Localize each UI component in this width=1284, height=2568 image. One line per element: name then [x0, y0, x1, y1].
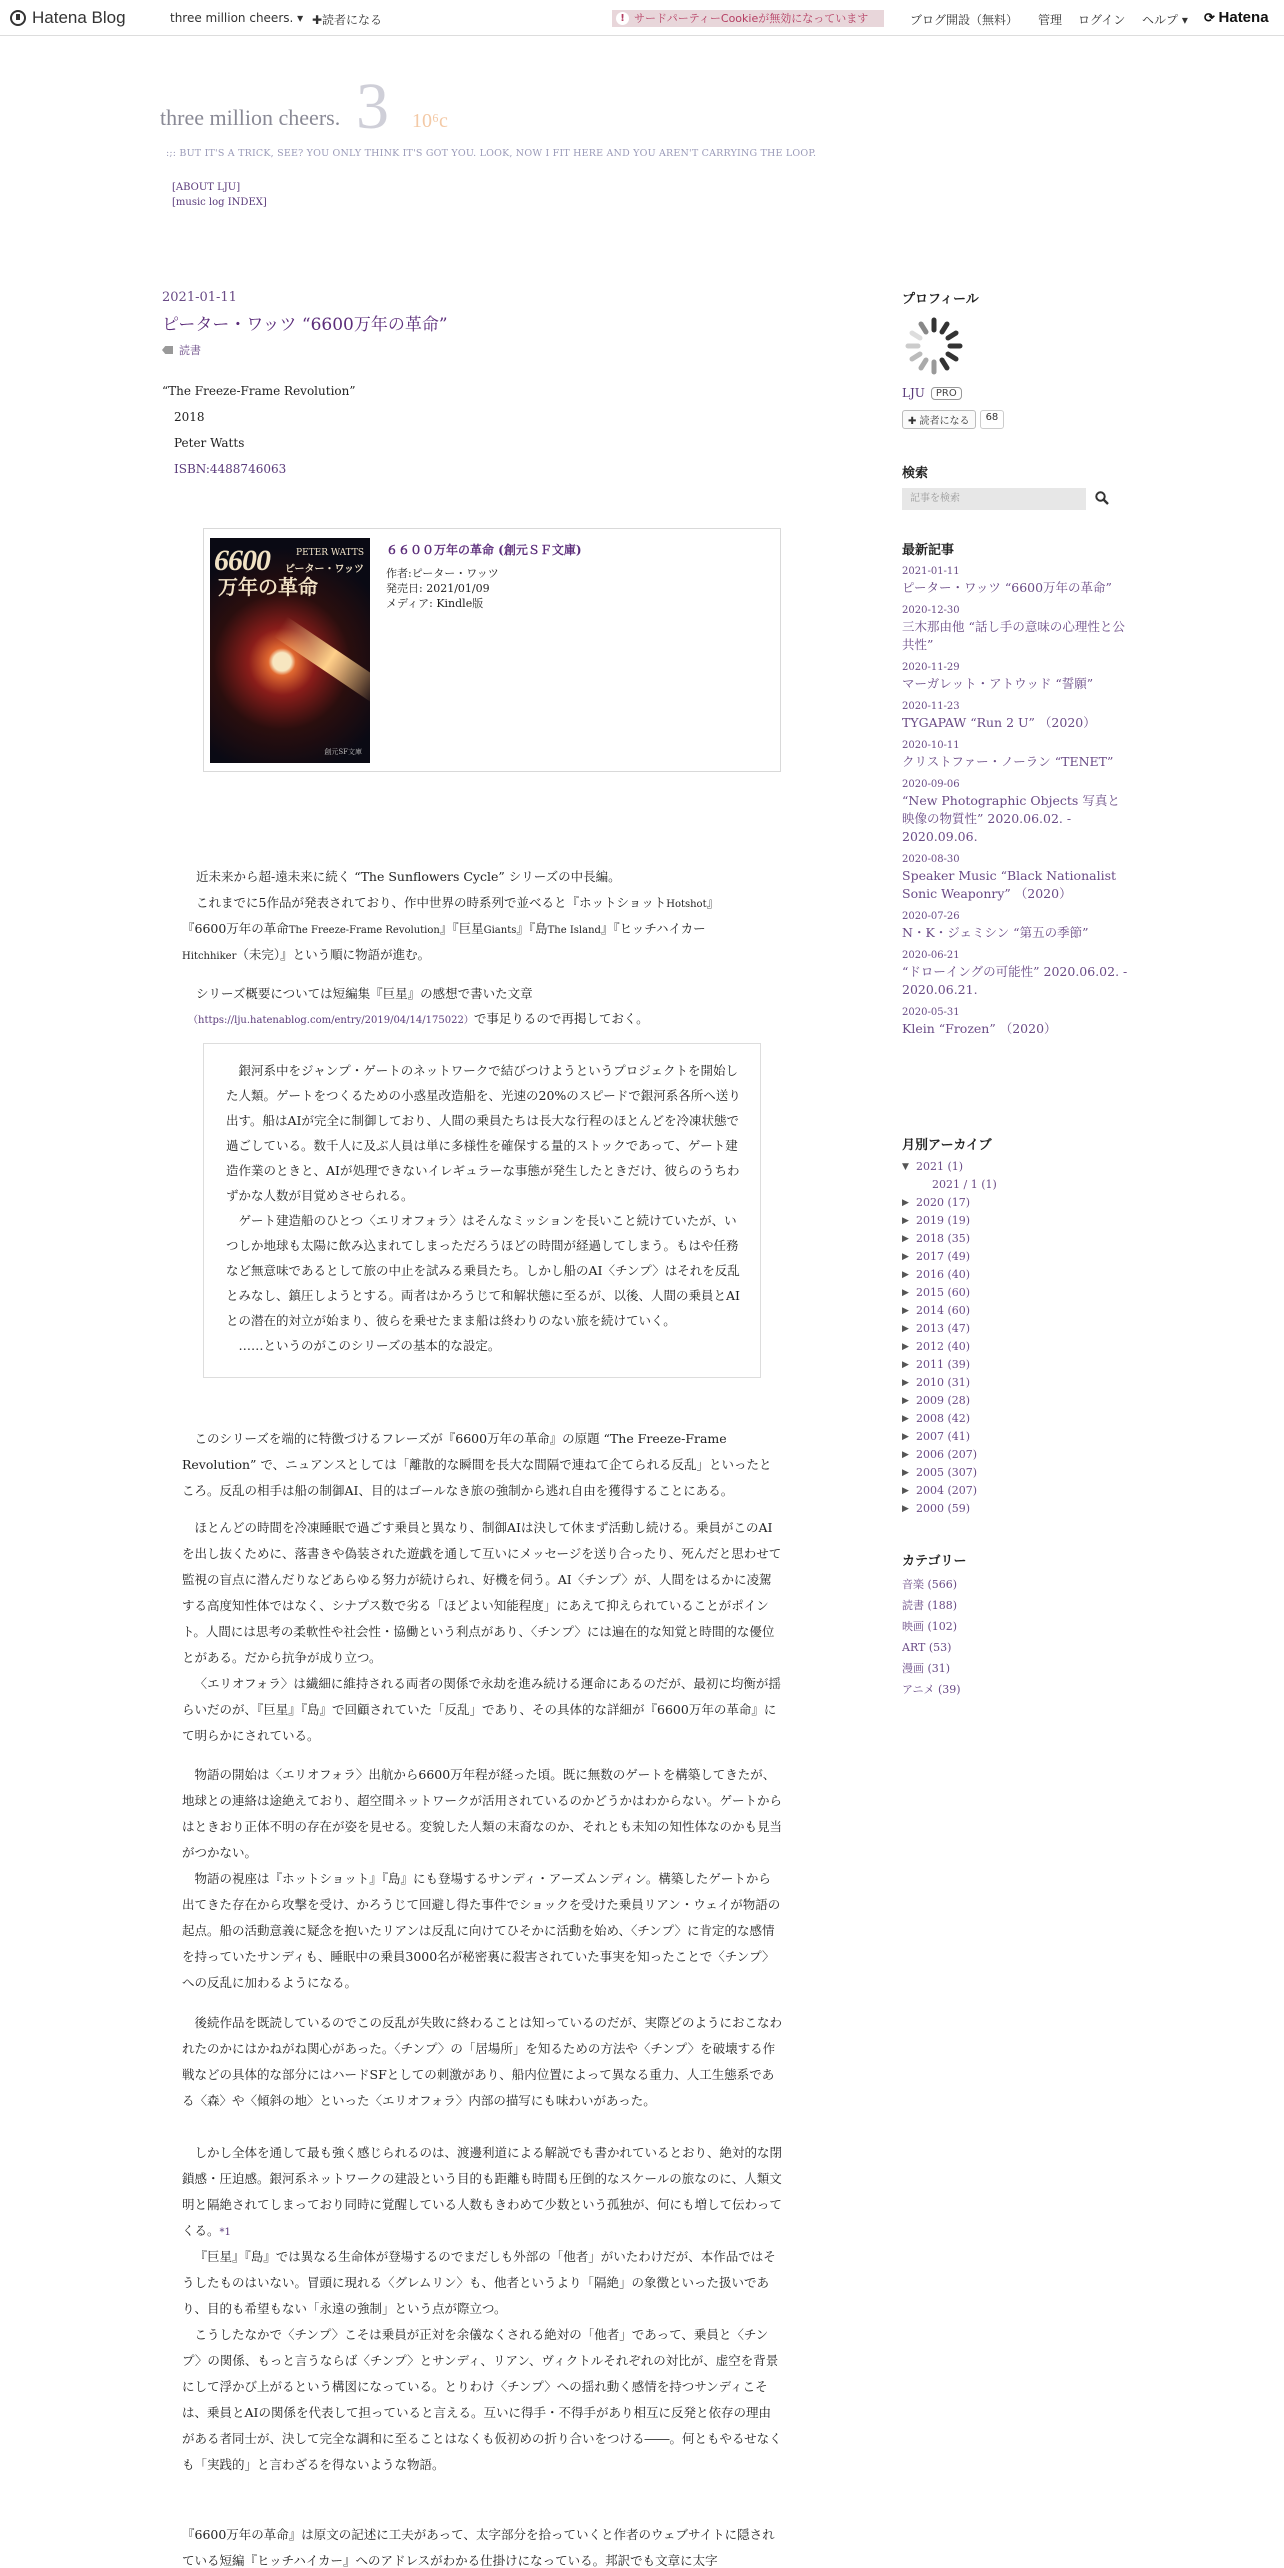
header-links: [172, 180, 267, 210]
expand-right-icon: ▶: [902, 1216, 909, 1226]
recent-entry[interactable]: [902, 949, 1132, 999]
bibliography: [162, 378, 356, 482]
paragraph: Hitchhiker（未完）』という順に物語が進む。: [182, 947, 431, 962]
search-icon[interactable]: [1094, 490, 1110, 506]
hatena-logo[interactable]: ⟳ Hatena: [1204, 9, 1269, 26]
category-link[interactable]: 音楽 (566): [902, 1578, 958, 1591]
footnote-link[interactable]: *1: [219, 2227, 231, 2238]
recent-entry[interactable]: [902, 1006, 1132, 1038]
hatena-blog-logo-icon: [10, 10, 26, 26]
paragraph: シリーズ概要については短編集『巨星』の感想で書いた文章: [196, 986, 533, 1001]
archive-year[interactable]: ▶ 2016 (40): [902, 1266, 997, 1284]
recent-entry-date: 2021-01-11: [902, 566, 960, 577]
recent-entry[interactable]: [902, 700, 1132, 732]
book-info: [386, 543, 582, 611]
expand-right-icon: ▶: [902, 1396, 909, 1406]
expand-right-icon: ▶: [902, 1504, 909, 1514]
archive-list: [902, 1158, 997, 1518]
subscribe-link[interactable]: ✚読者になる: [312, 13, 383, 27]
archive-year[interactable]: ▶ 2008 (42): [902, 1410, 997, 1428]
recent-entry-date: 2020-07-26: [902, 911, 960, 922]
about-link[interactable]: [ABOUT LJU]: [172, 182, 241, 193]
hatena-blog-logo[interactable]: Hatena Blog: [10, 8, 126, 28]
archive-year[interactable]: ▶ 2017 (49): [902, 1248, 997, 1266]
recent-entry-date: 2020-09-06: [902, 779, 960, 790]
entry-link[interactable]: （https://lju.hatenablog.com/entry/2019/04/14/175022）: [188, 1015, 474, 1026]
recent-entry[interactable]: [902, 565, 1132, 597]
archive-year[interactable]: ▶ 2000 (59): [902, 1500, 997, 1518]
login-link[interactable]: ログイン: [1078, 13, 1126, 27]
global-header: [0, 0, 1284, 36]
recent-entry[interactable]: [902, 739, 1132, 771]
entry-category[interactable]: 読書: [162, 342, 201, 358]
start-blog-link[interactable]: ブログ開設（無料）: [910, 13, 1019, 27]
expand-right-icon: ▶: [902, 1252, 909, 1262]
expand-right-icon: ▶: [902, 1342, 909, 1352]
expand-right-icon: ▶: [902, 1270, 909, 1280]
search-module: 検索 記事を検索: [902, 462, 1142, 522]
expand-right-icon: ▶: [902, 1486, 909, 1496]
expand-right-icon: ▶: [902, 1324, 909, 1334]
recent-entry[interactable]: [902, 661, 1132, 693]
expand-right-icon: ▶: [902, 1432, 909, 1442]
archive-year[interactable]: ▶ 2015 (60): [902, 1284, 997, 1302]
recent-entry-date: 2020-05-31: [902, 1007, 960, 1018]
book-card: [203, 528, 781, 772]
avatar[interactable]: [902, 314, 966, 378]
archive-month[interactable]: 2021 / 1 (1): [932, 1178, 997, 1191]
hatena-logo-icon: ⟳: [1204, 10, 1219, 25]
recent-entry-title[interactable]: “ドローイングの可能性” 2020.06.02. - 2020.06.21.: [902, 964, 1128, 997]
category-link[interactable]: ART (53): [902, 1641, 952, 1654]
search-input[interactable]: 記事を検索: [902, 488, 1086, 510]
expand-right-icon: ▶: [902, 1234, 909, 1244]
archive-year[interactable]: ▶ 2013 (47): [902, 1320, 997, 1338]
recent-entry-title[interactable]: 三木那由他 “話し手の意味の心理性と公共性”: [902, 619, 1125, 652]
expand-right-icon: ▶: [902, 1198, 909, 1208]
recent-entry[interactable]: [902, 853, 1132, 903]
paragraph: 『巨星』『島』では異なる生命体が登場するのでまだしも外部の「他者」がいたわけだが、本作品ではそうしたものはいない。冒頭に現れる〈グレムリン〉も、他者というより「隔絶」の象徴といった扱いであり、目的も希望もない「永遠の強制」という点が際立つ。: [182, 2249, 776, 2316]
archive-year[interactable]: ▼ 2021 (1): [902, 1158, 997, 1176]
pro-badge: PRO: [931, 387, 962, 400]
book-cover[interactable]: 6600 万年の革命 PETER WATTS ピーター・ワッツ 創元SF文庫: [210, 538, 370, 763]
paragraph: 『6600万年の革命』は原文の記述に工夫があって、太字部分を拾っていくと作者のウェブサイトに隠されている短編『ヒッチハイカー』へのアドレスがわかる仕掛けになっている。邦訳でも文章に太字: [182, 2527, 775, 2568]
recent-entry-date: 2020-06-21: [902, 950, 960, 961]
expand-right-icon: ▶: [902, 1468, 909, 1478]
tag-icon: [162, 346, 173, 354]
book-release: 発売日: 2021/01/09: [386, 582, 490, 595]
archive-year[interactable]: ▶ 2005 (307): [902, 1464, 997, 1482]
recent-entry-date: 2020-08-30: [902, 854, 960, 865]
archive-year[interactable]: ▶ 2014 (60): [902, 1302, 997, 1320]
expand-right-icon: ▶: [902, 1414, 909, 1424]
archive-year[interactable]: ▶ 2004 (207): [902, 1482, 997, 1500]
blog-description: :;: BUT IT'S A TRICK, SEE? YOU ONLY THINK IT'S GOT YOU. LOOK, NOW I FIT HERE AND YOU AREN'T CARRYING THE LOOP.: [166, 148, 817, 159]
paragraph: 物語の視座は『ホットショット』『島』にも登場するサンディ・アーズムンディン。構築したゲートから出てきた存在から攻撃を受け、かろうじて回避し得た事件でショックを受けた乗員リアン・ウェイが物語の起点。船の活動意義に疑念を抱いたリアンは反乱に向けてひそかに活動を始め、〈チンプ〉に肯定的な感情を持っていたサンディも、睡眠中の乗員3000名が秘密裏に殺害されていた事実を知ったことで〈チンプ〉への反乱に加わるようになる。: [182, 1871, 781, 1990]
archive-year[interactable]: ▶ 2006 (207): [902, 1446, 997, 1464]
author-name: Peter Watts: [174, 436, 245, 450]
category-module: カテゴリー 音楽 (566) 読書 (188) 映画 (102) ART (53) 漫画 (31) アニメ (39): [902, 1550, 1142, 1730]
archive-year[interactable]: ▶ 2019 (19): [902, 1212, 997, 1230]
paragraph: しかし全体を通して最も強く感じられるのは、渡邊利道による解説でも書かれているとおり、絶対的な閉鎖感・圧迫感。銀河系ネットワークの建設という目的も距離も時間も圧倒的なスケールの旅なのに、人類文明と隔絶されてしまっており同時に覚醒している人数もきわめて少数という孤独が、何にも増して伝わってくる。*1: [182, 2145, 783, 2238]
subscriber-count: 68: [980, 410, 1005, 429]
recent-entries-list: [902, 565, 1132, 1045]
expand-right-icon: ▶: [902, 1306, 909, 1316]
recent-entry-title[interactable]: クリストファー・ノーラン “TENET”: [902, 754, 1114, 769]
category-link[interactable]: 読書 (188): [902, 1599, 958, 1612]
blog-name-menu[interactable]: three million cheers. ▾: [170, 11, 304, 25]
category-link[interactable]: アニメ (39): [902, 1683, 961, 1696]
recent-entry-date: 2020-11-23: [902, 701, 960, 712]
recent-entry-title[interactable]: N・K・ジェミシン “第五の季節”: [902, 925, 1089, 940]
expand-down-icon: ▼: [902, 1162, 909, 1172]
profile-name[interactable]: LJU PRO: [902, 386, 962, 400]
cover-art: [274, 617, 370, 704]
blog-title[interactable]: three million cheers.: [160, 105, 341, 130]
subscribe-widget: [902, 410, 1004, 429]
book-title-link[interactable]: ６６００万年の革命 (創元ＳＦ文庫): [386, 543, 582, 557]
blockquote: 銀河系中をジャンプ・ゲートのネットワークで結びつけようというプロジェクトを開始した人類。ゲートをつくるための小惑星改造船を、光速の20%のスピードで銀河系各所へ送り出す。船はAIが完全に制御しており、人間の乗員たちは長大な行程のほとんどを冷凍状態で過ごしている。数千人に及ぶ人員は単に多様性を確保する量的ストックであって、ゲート建造作業のときと、AIが処理できないイレギュラーな事態が発生したときだけ、彼らのうちわずかな人数が目覚めさせられる。 ゲート建造船のひとつ〈エリオフォラ〉はそんなミッションを長いこと続けていたが、いつしか地球も太陽に飲み込まれてしまっただろうほどの時間が経過してしまう。もはや任務など無意味であるとして旅の中止を試みる乗員たち。しかし船のAI〈チンプ〉はそれを反乱とみなし、鎮圧しようとする。両者はかろうじて和解状態に至るが、以後、人間の乗員とAIとの潜在的対立が始まり、彼らを乗せたまま船は終わりのない旅を続けていく。 ……というのがこのシリーズの基本的な設定。: [203, 1043, 761, 1378]
recent-entry-date: 2020-10-11: [902, 740, 960, 751]
paragraph: 〈エリオフォラ〉は繊細に維持される両者の関係で永劫を進み続ける運命にあるのだが、最初に均衡が揺らいだのが、『巨星』『島』で回顧されていた「反乱」であり、その具体的な詳細が『6600万年の革命』にて明らかにされている。: [182, 1676, 781, 1743]
admin-link[interactable]: 管理: [1038, 13, 1063, 27]
archive-year[interactable]: ▶ 2009 (28): [902, 1392, 997, 1410]
paragraph: 『6600万年の革命The Freeze-Frame Revolution』『巨星Giants』『島The Island』『ヒッチハイカー: [182, 921, 706, 936]
recent-entry-title[interactable]: Speaker Music “Black Nationalist Sonic Weaponry” （2020）: [902, 868, 1117, 901]
expand-right-icon: ▶: [902, 1288, 909, 1298]
recent-entries-module: 最新記事 2021-01-11 ピーター・ワッツ “6600万年の革命” 2020-12-30 三木那由他 “話し手の意味の心理性と公共性” 2020-11-29 マーガレット・アトウッド “誓願” 2020-11-23 TYGAPAW “Run 2 U” （2020） 2020-10-11 クリストファー・ノーラン “TENET” 2020-09-06 “New Photographic Objects 写真と映像の物質性” 2020.06.02. - 2020.09.06. 2020-08-30 Speaker Music “Black Nationalist Sonic Weaponry” （2020） 2020-07-26 N・K・ジェミシン “第五の季節” 2020-06-21 “ドローイングの可能性” 2020.06.02. - 2020.06.21. 2020-05-31 Klein “Frozen” （2020）: [902, 539, 1142, 1109]
help-menu[interactable]: ヘルプ ▾: [1142, 13, 1188, 27]
paragraph: このシリーズを端的に特徴づけるフレーズが『6600万年の革命』の原題 “The Freeze-Frame Revolution” で、ニュアンスとしては「離散的な瞬間を長大な間隔で連ねて企てられる反乱」といったところ。反乱の相手は船の制御AI、目的はゴールなき旅の強制から逃れ自由を獲得することにある。: [182, 1431, 772, 1498]
alert-icon: !: [616, 12, 629, 25]
category-link[interactable]: 漫画 (31): [902, 1662, 951, 1675]
recent-entry-title[interactable]: TYGAPAW “Run 2 U” （2020）: [902, 715, 1096, 730]
archive-module: 月別アーカイブ ▼ 2021 (1) 2021 / 1 (1) ▶ 2020 (17) ▶ 2019 (19) ▶ 2018 (35) ▶ 2017 (49) ▶ 2016 (40) ▶ 2015 (60) ▶ 2014 (60) ▶ 2013 (47) ▶ 2012 (40) ▶ 2011 (39) ▶ 2010 (31) ▶ 2009 (28) ▶ 2008 (42) ▶ 2007 (41) ▶ 2006 (207) ▶ 2005 (307) ▶ 2004 (207) ▶ 2000 (59): [902, 1134, 1142, 1534]
recent-entry-title[interactable]: ピーター・ワッツ “6600万年の革命”: [902, 580, 1112, 595]
original-title: “The Freeze-Frame Revolution”: [162, 384, 356, 398]
expand-right-icon: ▶: [902, 1360, 909, 1370]
book-media: メディア: Kindle版: [386, 597, 484, 610]
archive-year[interactable]: ▶ 2010 (31): [902, 1374, 997, 1392]
book-author: 作者:ピーター・ワッツ: [386, 567, 499, 580]
subscribe-button[interactable]: ✚ 読者になる: [902, 410, 976, 429]
profile-module: プロフィール LJU PRO ✚ 読者になる 68: [902, 288, 1142, 438]
cookie-notice[interactable]: ! サードパーティーCookieが無効になっています: [612, 10, 884, 27]
category-link[interactable]: 映画 (102): [902, 1620, 958, 1633]
publication-year: 2018: [174, 410, 205, 424]
entry-date[interactable]: 2021-01-11: [162, 290, 237, 305]
title-decoration: 3: [356, 70, 389, 143]
recent-entry-date: 2020-11-29: [902, 662, 960, 673]
title-decoration-sup: 10⁶c: [412, 110, 448, 132]
music-log-index-link[interactable]: [music log INDEX]: [172, 197, 267, 208]
entry-title[interactable]: ピーター・ワッツ “6600万年の革命”: [162, 315, 448, 335]
recent-entry-title[interactable]: “New Photographic Objects 写真と映像の物質性” 2020.06.02. - 2020.09.06.: [902, 793, 1120, 844]
paragraph: 後続作品を既読しているのでこの反乱が失敗に終わることは知っているのだが、実際どのようにおこなわれたのかにはかねがね関心があった。〈チンプ〉の「居場所」を知るための方法や〈チンプ〉を破壊する作戦などの具体的な部分にはハードSFとしての刺激があり、船内位置によって異なる重力、人工生態系である〈森〉や〈傾斜の地〉といった〈エリオフォラ〉内部の描写にも味わいがあった。: [182, 2015, 783, 2108]
recent-entry-title[interactable]: マーガレット・アトウッド “誓願”: [902, 676, 1094, 691]
recent-entry-title[interactable]: Klein “Frozen” （2020）: [902, 1021, 1057, 1036]
archive-year[interactable]: ▶ 2007 (41): [902, 1428, 997, 1446]
expand-right-icon: ▶: [902, 1378, 909, 1388]
paragraph: （https://lju.hatenablog.com/entry/2019/04/14/175022）で事足りるので再掲しておく。: [188, 1011, 649, 1026]
archive-year[interactable]: ▶ 2020 (17): [902, 1194, 997, 1212]
archive-year[interactable]: ▶ 2011 (39): [902, 1356, 997, 1374]
archive-year[interactable]: ▶ 2012 (40): [902, 1338, 997, 1356]
recent-entry[interactable]: [902, 778, 1132, 846]
paragraph: こうしたなかで〈チンプ〉こそは乗員が正対を余儀なくされる絶対の「他者」であって、乗員と〈チンプ〉の関係、もっと言うならば〈チンプ〉とサンディ、リアン、ヴィクトルそれぞれの対比が、虚空を背景にして浮かび上がるという構図になっている。とりわけ〈チンプ〉への揺れ動く感情を持つサンディこそは、乗員とAIの関係を代表して担っていると言える。互いに得手・不得手があり相互に反発と依存の理由がある者同士が、決して完全な調和に至ることはなくも仮初めの折り合いをつける――。何ともやるせなくも「実践的」と言わざるを得ないような物語。: [182, 2327, 782, 2472]
paragraph: 物語の開始は〈エリオフォラ〉出航から6600万年程が経った頃。既に無数のゲートを構築してきたが、地球との連絡は途絶えており、超空間ネットワークが活用されているのかどうかはわからない。ゲートからはときおり正体不明の存在が姿を見せる。変貌した人類の末裔なのか、それとも未知の知性体なのかも見当がつかない。: [182, 1767, 783, 1860]
archive-year[interactable]: ▶ 2018 (35): [902, 1230, 997, 1248]
recent-entry[interactable]: [902, 604, 1132, 654]
recent-entry[interactable]: [902, 910, 1132, 942]
recent-entry-date: 2020-12-30: [902, 605, 960, 616]
isbn-link[interactable]: ISBN:4488746063: [174, 462, 287, 476]
paragraph: これまでに5作品が発表されており、作中世界の時系列で並べると『ホットショットHotshot』: [196, 895, 720, 910]
paragraph: 近未来から超-遠未来に続く “The Sunflowers Cycle” シリーズの中長編。: [196, 869, 621, 884]
category-list: [902, 1574, 961, 1700]
paragraph: ほとんどの時間を冷凍睡眠で過ごす乗員と異なり、制御AIは決して休まず活動し続ける。乗員がこのAIを出し抜くために、落書きや偽装された遊戯を通して互いにメッセージを送り合ったり、死んだと思わせて監視の盲点に潜んだりなどあらゆる努力が続けられ、好機を伺う。AI〈チンプ〉が、人間をはるかに凌駕する高度知性体ではなく、シナプス数で劣る「ほどよい知能程度」にあえて抑えられていることがポイント。人間には思考の柔軟性や社会性・協働という利点があり、〈チンプ〉には遍在的な知覚と時間的な優位とがある。だから抗争が成り立つ。: [182, 1520, 782, 1665]
expand-right-icon: ▶: [902, 1450, 909, 1460]
